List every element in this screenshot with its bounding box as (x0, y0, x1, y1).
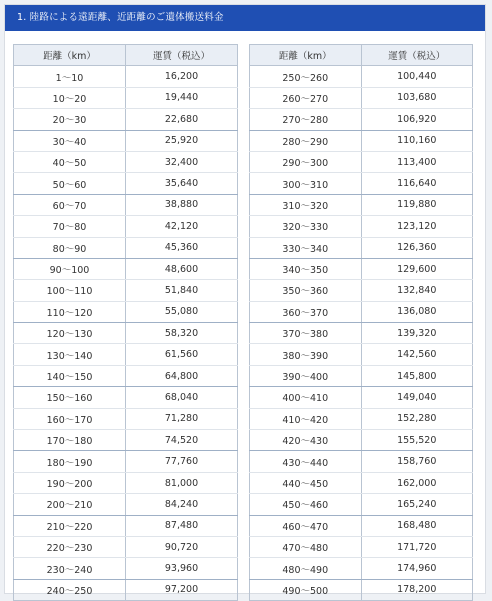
distance-cell: 460～470 (250, 515, 362, 536)
fare-cell: 16,200 (126, 66, 238, 87)
table-row (14, 237, 238, 258)
distance-cell: 60～70 (14, 194, 126, 215)
distance-cell: 380～390 (250, 344, 362, 365)
table-row (14, 323, 238, 344)
table-row (250, 558, 473, 579)
distance-cell: 390～400 (250, 365, 362, 386)
fare-cell: 87,480 (126, 515, 238, 536)
fare-cell: 55,080 (126, 301, 238, 322)
distance-cell: 340～350 (250, 258, 362, 279)
distance-cell: 1～10 (14, 66, 126, 87)
table-row (14, 87, 238, 108)
table-row (14, 151, 238, 172)
distance-cell: 170～180 (14, 430, 126, 451)
fare-cell: 145,800 (361, 365, 473, 386)
distance-cell: 330～340 (250, 237, 362, 258)
fare-cell: 116,640 (361, 173, 473, 194)
fare-table-left-body (14, 66, 238, 601)
fare-cell: 139,320 (361, 323, 473, 344)
distance-cell: 300～310 (250, 173, 362, 194)
distance-cell: 130～140 (14, 344, 126, 365)
distance-cell: 220～230 (14, 536, 126, 557)
fare-cell: 110,160 (361, 130, 473, 151)
distance-cell: 10～20 (14, 87, 126, 108)
fare-cell: 42,120 (126, 216, 238, 237)
distance-cell: 70～80 (14, 216, 126, 237)
distance-cell: 360～370 (250, 301, 362, 322)
fare-cell: 152,280 (361, 408, 473, 429)
table-row (250, 194, 473, 215)
fare-cell: 74,520 (126, 430, 238, 451)
distance-cell: 430～440 (250, 451, 362, 472)
distance-cell: 480～490 (250, 558, 362, 579)
fare-cell: 158,760 (361, 451, 473, 472)
fare-cell: 77,760 (126, 451, 238, 472)
distance-cell: 240～250 (14, 579, 126, 600)
table-row (14, 216, 238, 237)
table-row (250, 387, 473, 408)
fare-table-left (13, 44, 238, 601)
table-row (250, 173, 473, 194)
distance-cell: 470～480 (250, 536, 362, 557)
fare-cell: 93,960 (126, 558, 238, 579)
fare-cell: 136,080 (361, 301, 473, 322)
section-header (5, 5, 485, 31)
distance-cell: 50～60 (14, 173, 126, 194)
fare-cell: 100,440 (361, 66, 473, 87)
table-row (250, 301, 473, 322)
table-row (14, 109, 238, 130)
table-row (250, 323, 473, 344)
distance-cell: 140～150 (14, 365, 126, 386)
fare-cell: 71,280 (126, 408, 238, 429)
fare-table-right (249, 44, 473, 601)
distance-cell: 100～110 (14, 280, 126, 301)
table-row (14, 344, 238, 365)
table-row (14, 472, 238, 493)
fare-cell: 142,560 (361, 344, 473, 365)
table-row (250, 66, 473, 87)
distance-cell: 80～90 (14, 237, 126, 258)
table-row (250, 408, 473, 429)
distance-cell: 420～430 (250, 430, 362, 451)
table-row (250, 579, 473, 600)
table-row (14, 301, 238, 322)
distance-cell: 110～120 (14, 301, 126, 322)
fare-cell: 48,600 (126, 258, 238, 279)
distance-cell: 210～220 (14, 515, 126, 536)
distance-cell: 440～450 (250, 472, 362, 493)
fare-cell: 178,200 (361, 579, 473, 600)
distance-cell: 270～280 (250, 109, 362, 130)
table-row (14, 579, 238, 600)
fare-cell: 32,400 (126, 151, 238, 172)
fare-table-right-body (250, 66, 473, 601)
fare-cell: 84,240 (126, 494, 238, 515)
distance-cell: 20～30 (14, 109, 126, 130)
distance-cell: 350～360 (250, 280, 362, 301)
fare-cell: 149,040 (361, 387, 473, 408)
fare-cell: 45,360 (126, 237, 238, 258)
table-row (250, 216, 473, 237)
table-row (250, 109, 473, 130)
distance-cell: 160～170 (14, 408, 126, 429)
fare-cell: 123,120 (361, 216, 473, 237)
distance-cell: 120～130 (14, 323, 126, 344)
distance-column-header: 距離（km） (250, 45, 362, 66)
distance-cell: 230～240 (14, 558, 126, 579)
table-row (250, 280, 473, 301)
distance-cell: 450～460 (250, 494, 362, 515)
fare-panel (4, 4, 486, 597)
table-row (250, 430, 473, 451)
table-row (250, 536, 473, 557)
fare-cell: 165,240 (361, 494, 473, 515)
table-row (250, 258, 473, 279)
distance-cell: 200～210 (14, 494, 126, 515)
fare-cell: 22,680 (126, 109, 238, 130)
table-row (14, 536, 238, 557)
fare-cell: 68,040 (126, 387, 238, 408)
section-title: 1. 陸路による遠距離、近距離のご遺体搬送料金 (17, 12, 224, 23)
fare-cell: 81,000 (126, 472, 238, 493)
fare-cell: 168,480 (361, 515, 473, 536)
fare-cell: 174,960 (361, 558, 473, 579)
table-row (14, 558, 238, 579)
fare-cell: 155,520 (361, 430, 473, 451)
fare-cell: 19,440 (126, 87, 238, 108)
fare-cell: 97,200 (126, 579, 238, 600)
distance-cell: 30～40 (14, 130, 126, 151)
fare-cell: 132,840 (361, 280, 473, 301)
distance-cell: 180～190 (14, 451, 126, 472)
distance-cell: 190～200 (14, 472, 126, 493)
table-row (14, 430, 238, 451)
fare-cell: 171,720 (361, 536, 473, 557)
fare-cell: 119,880 (361, 194, 473, 215)
table-row (14, 173, 238, 194)
table-row (250, 130, 473, 151)
distance-cell: 410～420 (250, 408, 362, 429)
table-row (14, 451, 238, 472)
table-row (14, 365, 238, 386)
table-row (14, 515, 238, 536)
distance-cell: 260～270 (250, 87, 362, 108)
table-row (250, 472, 473, 493)
distance-cell: 310～320 (250, 194, 362, 215)
fare-cell: 35,640 (126, 173, 238, 194)
fare-cell: 61,560 (126, 344, 238, 365)
fare-cell: 58,320 (126, 323, 238, 344)
fare-cell: 162,000 (361, 472, 473, 493)
distance-cell: 250～260 (250, 66, 362, 87)
distance-cell: 290～300 (250, 151, 362, 172)
fare-cell: 25,920 (126, 130, 238, 151)
table-row (250, 237, 473, 258)
table-row (250, 515, 473, 536)
fare-cell: 64,800 (126, 365, 238, 386)
table-row (14, 194, 238, 215)
fare-column-header: 運賃（税込） (361, 45, 473, 66)
table-row (250, 151, 473, 172)
distance-column-header: 距離（km） (14, 45, 126, 66)
table-row (14, 130, 238, 151)
table-row (250, 87, 473, 108)
table-row (14, 258, 238, 279)
table-row (14, 387, 238, 408)
fare-cell: 90,720 (126, 536, 238, 557)
table-row (250, 344, 473, 365)
fare-cell: 113,400 (361, 151, 473, 172)
fare-cell: 129,600 (361, 258, 473, 279)
table-header-row (250, 45, 473, 66)
fare-cell: 103,680 (361, 87, 473, 108)
fare-cell: 38,880 (126, 194, 238, 215)
table-row (250, 451, 473, 472)
distance-cell: 400～410 (250, 387, 362, 408)
distance-cell: 150～160 (14, 387, 126, 408)
distance-cell: 40～50 (14, 151, 126, 172)
table-row (14, 66, 238, 87)
distance-cell: 320～330 (250, 216, 362, 237)
table-row (250, 365, 473, 386)
fare-cell: 106,920 (361, 109, 473, 130)
table-row (250, 494, 473, 515)
table-row (14, 408, 238, 429)
table-header-row (14, 45, 238, 66)
fare-column-header: 運賃（税込） (126, 45, 238, 66)
distance-cell: 90～100 (14, 258, 126, 279)
fare-cell: 51,840 (126, 280, 238, 301)
table-row (14, 494, 238, 515)
distance-cell: 370～380 (250, 323, 362, 344)
table-row (14, 280, 238, 301)
distance-cell: 280～290 (250, 130, 362, 151)
distance-cell: 490～500 (250, 579, 362, 600)
fare-cell: 126,360 (361, 237, 473, 258)
